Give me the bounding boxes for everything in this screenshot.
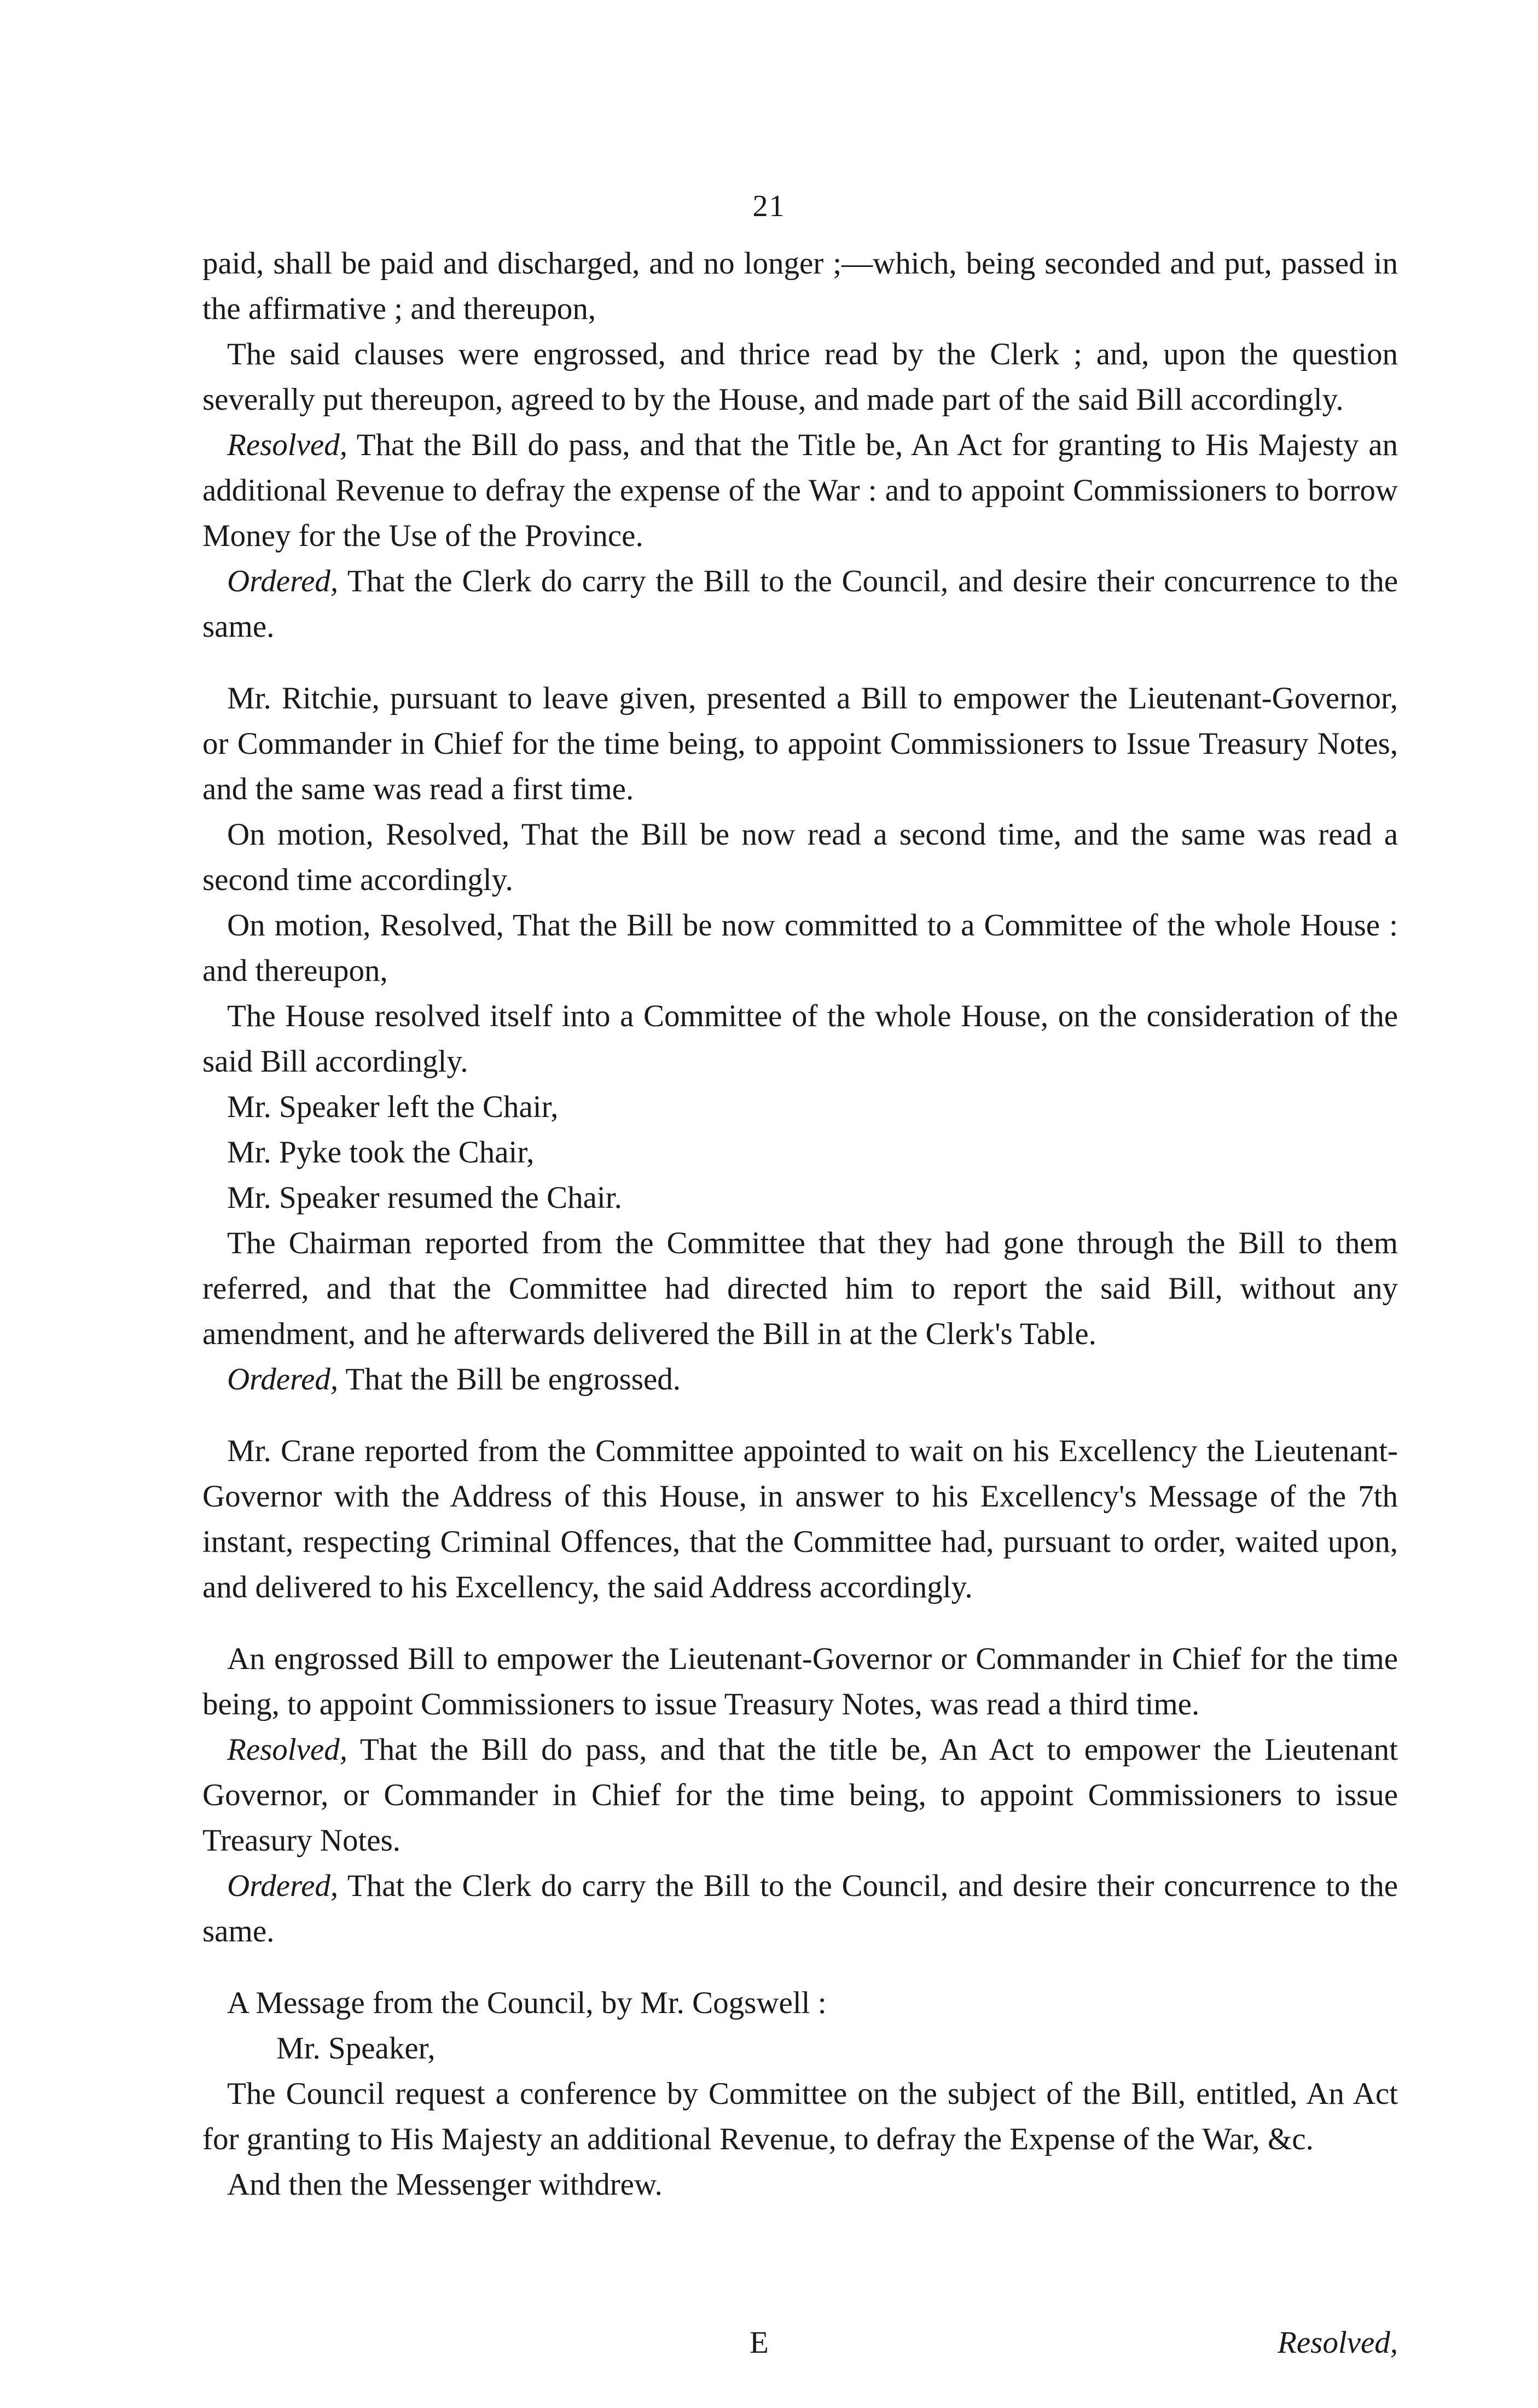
paragraph [202,903,1398,993]
paragraph [202,1727,1398,1863]
paragraph-lead: Ordered, [227,1362,339,1397]
paragraph [202,2162,1398,2207]
paragraph-lead: Resolved, [227,428,347,462]
paragraph-text: That the Bill do pass, and that the Title be, An Act for granting to His Majesty an additional Revenue to defray the expense of the War : and to appoint Commissioners to borrow Money for the Use of the Province. [202,428,1398,553]
paragraph [202,2071,1398,2162]
paragraph-text: Mr. Pyke took the Chair, [227,1135,535,1170]
paragraph [202,331,1398,422]
paragraph [202,241,1398,331]
page-number: 21 [752,189,786,223]
paragraph-lead: Ordered, [227,1869,339,1903]
paragraph [202,2026,1398,2071]
page-footer [202,2325,1398,2374]
signature-mark: E [750,2325,769,2360]
paragraph-text: That the Clerk do carry the Bill to the Council, and desire their concurrence to the same. [202,1869,1398,1948]
paragraph-text: Mr. Speaker left the Chair, [227,1090,559,1124]
paragraph [202,1130,1398,1175]
paragraph [202,1863,1398,1954]
paragraph-text: A Message from the Council, by Mr. Cogswell : [227,1986,827,2020]
paragraph-text: That the Bill be engrossed. [338,1362,681,1397]
paragraph-text: An engrossed Bill to empower the Lieutenant-Governor or Commander in Chief for the time being, to appoint Commissioners to issue Treasury Notes, was read a third time. [202,1642,1398,1721]
catchword: Resolved, [1278,2325,1398,2360]
paragraph-lead: Ordered, [227,564,339,598]
paragraph-text: The Council request a conference by Committee on the subject of the Bill, entitled, An Act for granting to His Majesty an additional Revenue, to defray the Expense of the War, &c. [202,2077,1398,2156]
paragraph [202,1980,1398,2026]
paragraph [202,993,1398,1084]
paragraph-text: That the Clerk do carry the Bill to the Council, and desire their concurrence to the same. [202,564,1398,644]
paragraph [202,812,1398,903]
paragraph [202,422,1398,559]
paragraph [202,1084,1398,1130]
paragraph-text: Mr. Speaker, [276,2031,436,2066]
paragraph [202,1357,1398,1402]
paragraph [202,1175,1398,1220]
paragraph-text: On motion, Resolved, That the Bill be now read a second time, and the same was read a second time accordingly. [202,817,1398,897]
paragraph-text: That the Bill do pass, and that the title be, An Act to empower the Lieutenant Governor, or Commander in Chief for the time being, to appoint Commissioners to issue Treasury Notes. [202,1732,1398,1858]
paragraph-text: The House resolved itself into a Committee of the whole House, on the consideration of the said Bill accordingly. [202,999,1398,1079]
journal-text [202,241,1398,2207]
paragraph-text: And then the Messenger withdrew. [227,2167,663,2202]
paragraph [202,676,1398,812]
paragraph-text: The Chairman reported from the Committee that they had gone through the Bill to them referred, and that the Committee had directed him to report the said Bill, without any amendment, and he afterwards delivered the Bill in at the Clerk's Table. [202,1226,1398,1351]
paragraph-text: Mr. Speaker resumed the Chair. [227,1180,622,1215]
paragraph [202,559,1398,649]
paragraph-text: On motion, Resolved, That the Bill be now committed to a Committee of the whole House : and thereupon, [202,908,1398,988]
paragraph [202,1636,1398,1727]
paragraph-text: The said clauses were engrossed, and thrice read by the Clerk ; and, upon the question severally put thereupon, agreed to by the House, and made part of the said Bill accordingly. [202,337,1398,417]
paragraph-text: Mr. Crane reported from the Committee appointed to wait on his Excellency the Lieutenant-Governor with the Address of this House, in answer to his Excellency's Message of the 7th instant, respecting Criminal Offences, that the Committee had, pursuant to order, waited upon, and delivered to his Excellency, the said Address accordingly. [202,1434,1398,1604]
paragraph-lead: Resolved, [227,1732,347,1767]
paragraph [202,1428,1398,1610]
paragraph-text: paid, shall be paid and discharged, and no longer ;—which, being seconded and put, passed in the affirmative ; and thereupon, [202,246,1398,326]
paragraph-text: Mr. Ritchie, pursuant to leave given, presented a Bill to empower the Lieutenant-Governor, or Commander in Chief for the time being, to appoint Commissioners to Issue Treasury Notes, and the same was read a first time. [202,681,1398,806]
paragraph [202,1220,1398,1357]
